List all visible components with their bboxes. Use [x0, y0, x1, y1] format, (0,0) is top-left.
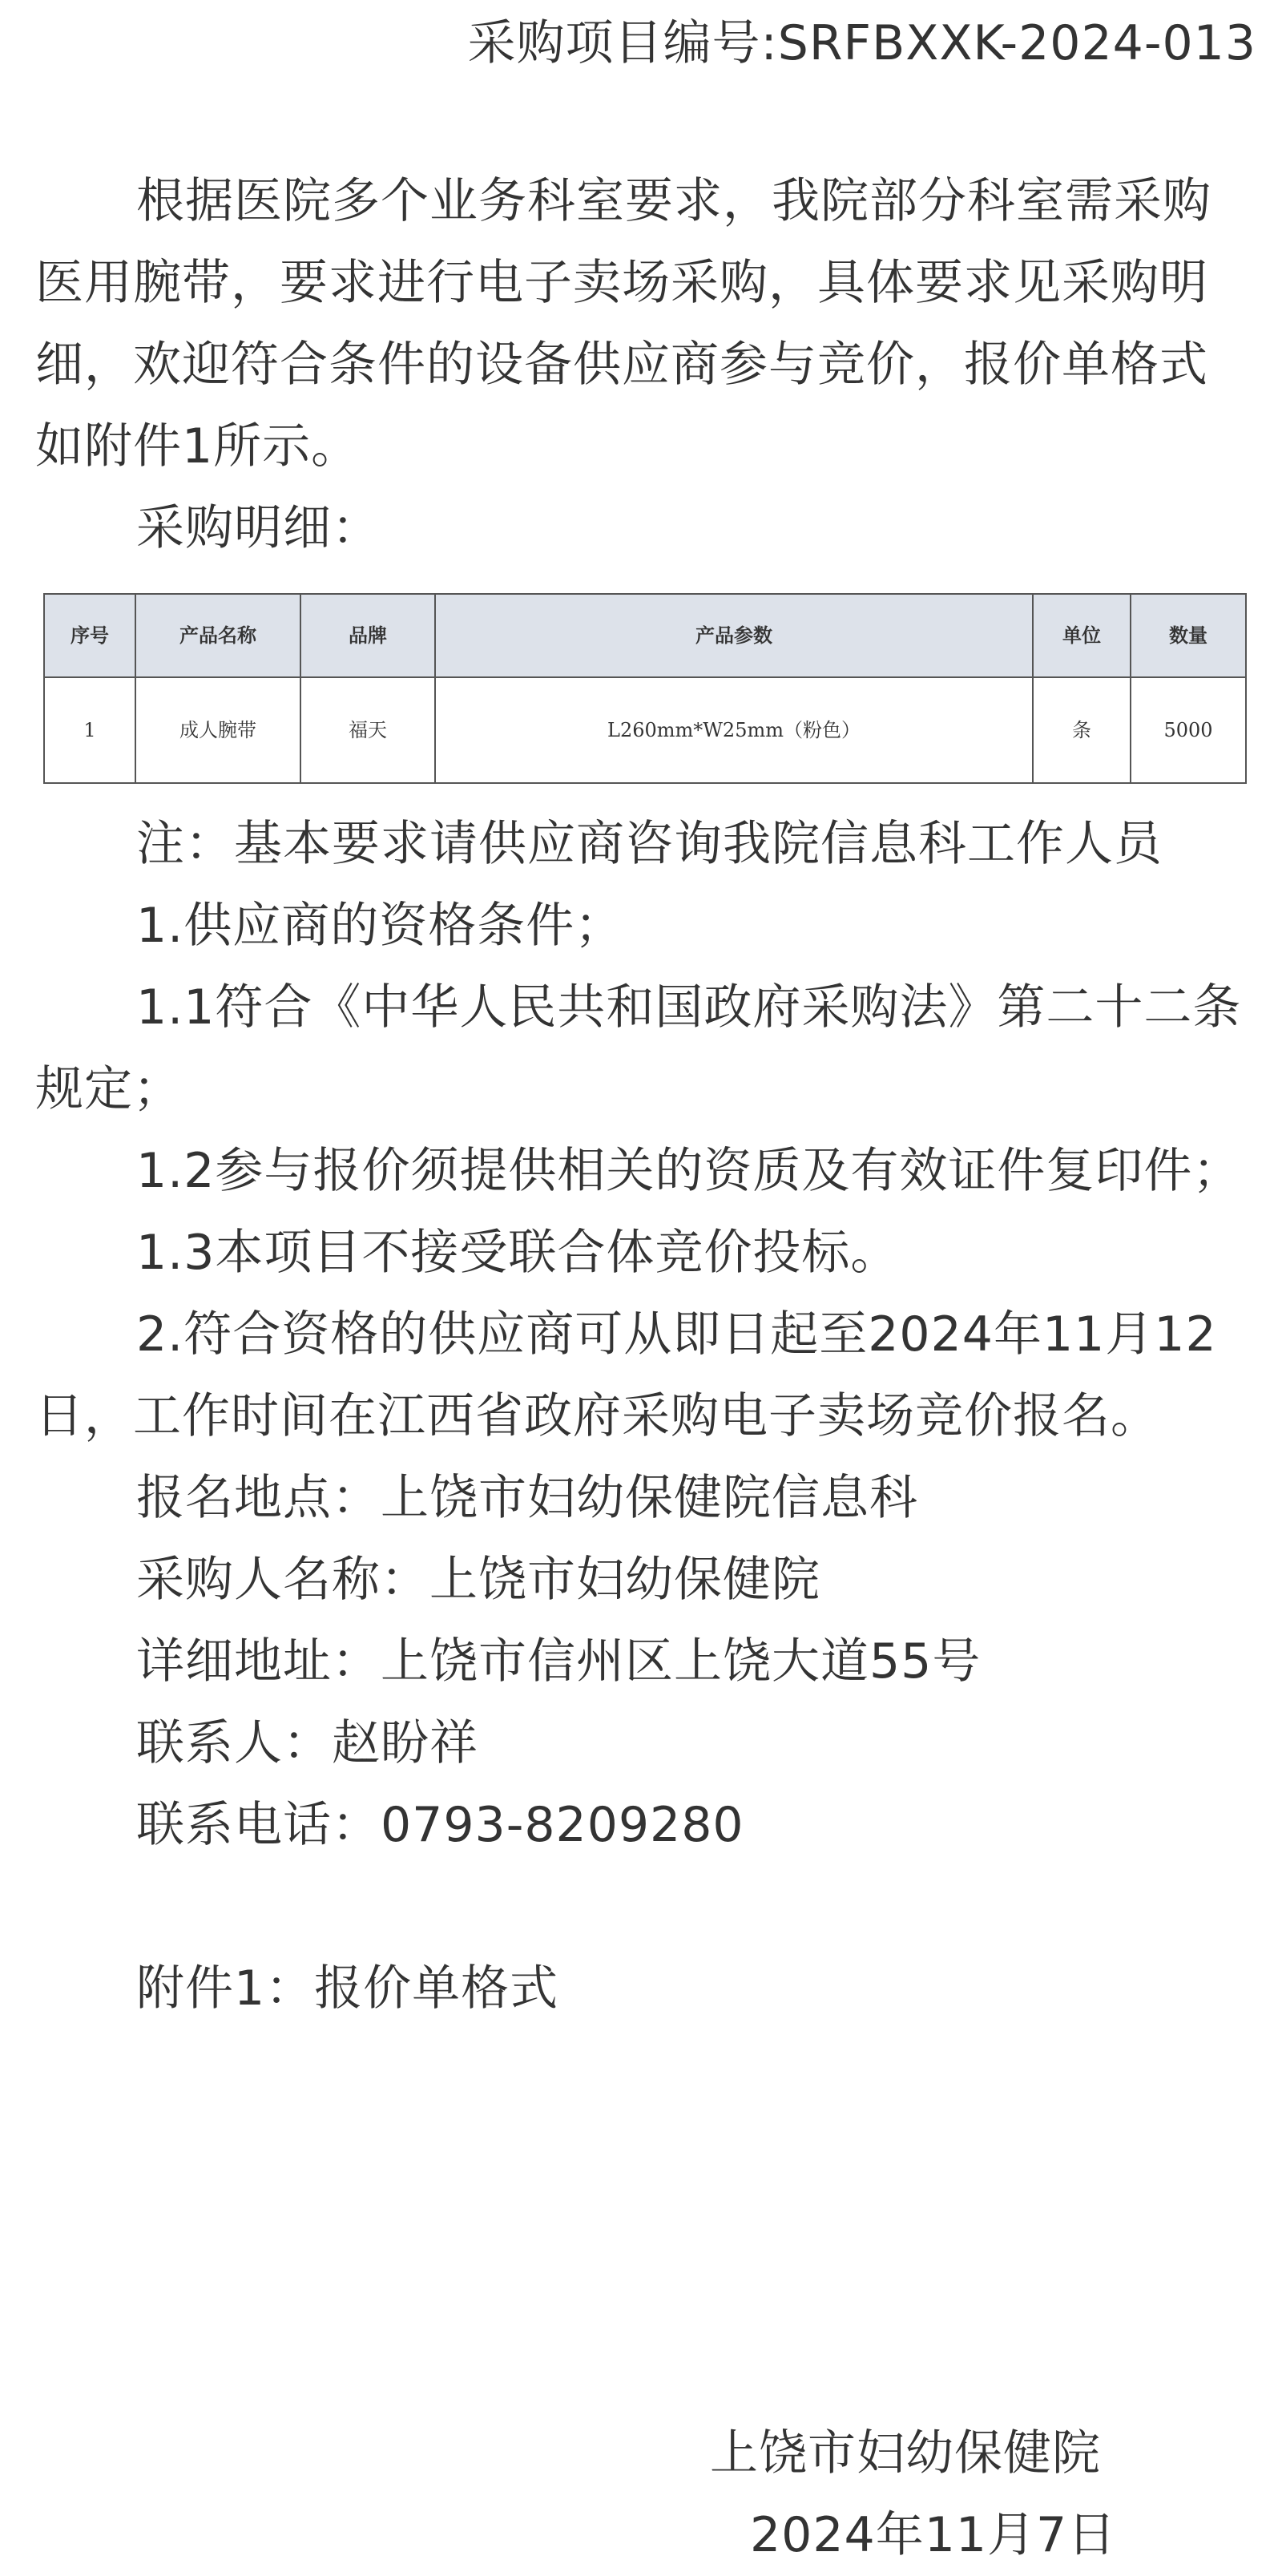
cell-product-params: L260mm*W25mm（粉色）	[435, 677, 1033, 783]
header-quantity: 数量	[1131, 594, 1246, 677]
header-unit: 单位	[1033, 594, 1131, 677]
cell-brand: 福天	[300, 677, 435, 783]
note-item-2: 2.符合资格的供应商可从即日起至2024年11月12日，工作时间在江西省政府采购电子卖场竞价报名。	[35, 1306, 1217, 1444]
contact-person: 联系人：赵盼祥	[136, 1715, 478, 1771]
procurement-table	[43, 593, 1247, 784]
detailed-address: 详细地址：上饶市信州区上饶大道55号	[136, 1633, 982, 1690]
cell-unit: 条	[1033, 677, 1131, 783]
header-brand: 品牌	[300, 594, 435, 677]
note-item-1: 1.供应商的资格条件；	[136, 898, 624, 954]
intro-paragraph: 根据医院多个业务科室要求，我院部分科室需采购医用腕带，要求进行电子卖场采购，具体要求见采购明细，欢迎符合条件的设备供应商参与竞价，报价单格式如附件1所示。	[35, 173, 1211, 474]
purchaser-name: 采购人名称：上饶市妇幼保健院	[136, 1552, 820, 1608]
note-item-1-2: 1.2参与报价须提供相关的资质及有效证件复印件；	[136, 1143, 1242, 1199]
contact-phone: 联系电话：0793-8209280	[136, 1797, 744, 1853]
table-header-row	[44, 594, 1246, 677]
registration-location: 报名地点：上饶市妇幼保健院信息科	[136, 1470, 918, 1526]
note-item-1-1: 1.1符合《中华人民共和国政府采购法》第二十二条规定；	[35, 979, 1242, 1117]
header-product-name: 产品名称	[135, 594, 300, 677]
header-product-params: 产品参数	[435, 594, 1033, 677]
project-code: 采购项目编号:SRFBXXK-2024-013	[467, 15, 1256, 71]
attachment-label: 附件1：报价单格式	[136, 1960, 559, 2017]
cell-product-name: 成人腕带	[135, 677, 300, 783]
spacer	[35, 1866, 1250, 1948]
header-index: 序号	[44, 594, 135, 677]
note-text: 注：基本要求请供应商咨询我院信息科工作人员	[136, 816, 1163, 872]
cell-index: 1	[44, 677, 135, 783]
note-item-1-3: 1.3本项目不接受联合体竞价投标。	[136, 1225, 900, 1281]
issue-date: 2024年11月7日	[750, 2507, 1117, 2563]
issuing-organization: 上饶市妇幼保健院	[710, 2425, 1101, 2481]
cell-quantity: 5000	[1131, 677, 1246, 783]
procurement-table-wrapper	[43, 593, 1245, 784]
detail-heading: 采购明细：	[136, 500, 381, 556]
document-body	[35, 160, 1250, 2029]
table-row	[44, 677, 1246, 783]
